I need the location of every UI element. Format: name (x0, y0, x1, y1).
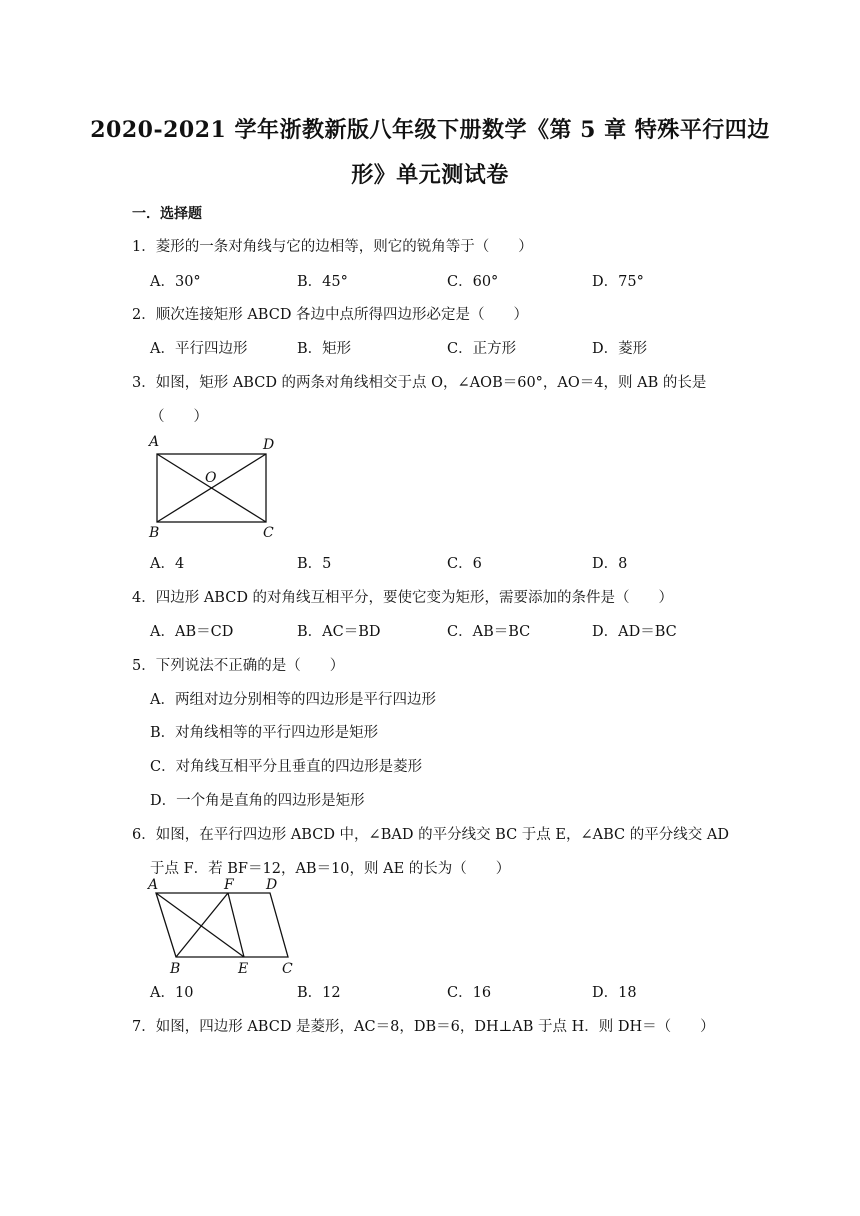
question-3-stem: 3．如图，矩形 ABCD 的两条对角线相交于点 O，∠AOB＝60°，AO＝4，则 AB 的长是 (132, 375, 707, 391)
question-1-option-c: C．60° (447, 274, 499, 290)
label-c: C (263, 525, 274, 541)
question-1-stem: 1．菱形的一条对角线与它的边相等，则它的锐角等于（ ） (132, 239, 533, 255)
question-2-option-c: C．正方形 (447, 341, 517, 357)
question-4-stem: 4．四边形 ABCD 的对角线互相平分，要使它变为矩形，需要添加的条件是（ ） (132, 590, 674, 606)
segment-bf (176, 893, 228, 957)
question-6-option-d: D．18 (592, 985, 637, 1001)
parallelogram-bisectors-figure (140, 875, 300, 980)
exam-title-line2: 形》单元测试卷 (351, 162, 509, 188)
question-2-stem: 2．顺次连接矩形 ABCD 各边中点所得四边形必定是（ ） (132, 307, 529, 323)
label-e: E (238, 961, 249, 977)
question-1-option-d: D．75° (592, 274, 644, 290)
question-6-stem: 6．如图，在平行四边形 ABCD 中，∠BAD 的平分线交 BC 于点 E，∠ABC 的平分线交 AD (132, 827, 729, 843)
question-6-stem-continued: 于点 F．若 BF＝12，AB＝10，则 AE 的长为（ ） (150, 861, 511, 877)
question-6-option-a: A．10 (150, 985, 194, 1001)
question-4-option-c: C．AB＝BC (447, 624, 531, 640)
question-5-stem: 5．下列说法不正确的是（ ） (132, 658, 345, 674)
question-2-option-b: B．矩形 (297, 341, 352, 357)
label-b: B (170, 961, 181, 977)
question-4-option-b: B．AC＝BD (297, 624, 381, 640)
label-c: C (282, 961, 293, 977)
question-2-option-a: A．平行四边形 (150, 341, 248, 357)
label-d: D (263, 437, 275, 453)
question-5-option-d: D．一个角是直角的四边形是矩形 (150, 793, 365, 809)
question-7-stem: 7．如图，四边形 ABCD 是菱形，AC＝8，DB＝6，DH⊥AB 于点 H．则 DH＝（ ） (132, 1019, 715, 1035)
question-3-option-c: C．6 (447, 556, 482, 572)
question-4-option-d: D．AD＝BC (592, 624, 677, 640)
question-5-option-a: A．两组对边分别相等的四边形是平行四边形 (150, 692, 436, 708)
rectangle-diagonals-figure (140, 432, 290, 542)
label-b: B (149, 525, 160, 541)
question-2-option-d: D．菱形 (592, 341, 648, 357)
question-5-option-c: C．对角线互相平分且垂直的四边形是菱形 (150, 759, 423, 775)
question-3-option-d: D．8 (592, 556, 628, 572)
label-d: D (266, 877, 278, 893)
question-1-option-a: A．30° (150, 274, 201, 290)
question-6-option-c: C．16 (447, 985, 492, 1001)
label-a: A (149, 434, 160, 450)
question-4-option-a: A．AB＝CD (150, 624, 234, 640)
question-3-stem-continued: （ ） (150, 409, 208, 425)
parallelogram-abcd (156, 893, 288, 957)
section-heading: 一．选择题 (132, 206, 202, 222)
label-a: A (148, 877, 159, 893)
exam-title-line1: 2020-2021 学年浙教新版八年级下册数学《第 5 章 特殊平行四边 (90, 117, 770, 143)
question-1-option-b: B．45° (297, 274, 348, 290)
label-o: O (205, 470, 217, 486)
label-f: F (224, 877, 234, 893)
question-3-option-b: B．5 (297, 556, 332, 572)
question-5-option-b: B．对角线相等的平行四边形是矩形 (150, 725, 379, 741)
question-3-option-a: A．4 (150, 556, 185, 572)
question-6-option-b: B．12 (297, 985, 341, 1001)
